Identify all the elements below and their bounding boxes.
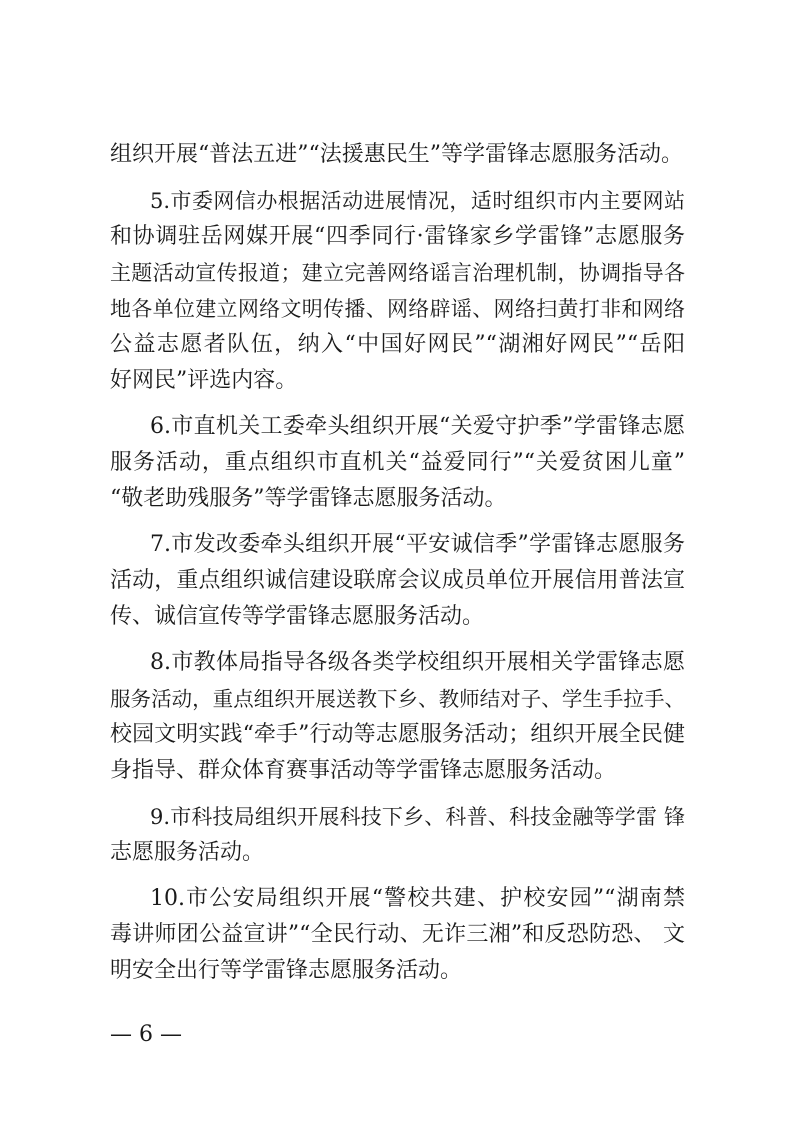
text-line: 7.市发改委牵头组织开展“平安诚信季”学雷锋志愿服务 (150, 532, 685, 557)
text-line: 活动，重点组织诚信建设联席会议成员单位开展信用普法宣 (110, 568, 685, 593)
text-line: “敬老助残服务”等学雷锋志愿服务活动。 (110, 486, 507, 511)
text-line: 组织开展“普法五进”“法援惠民生”等学雷锋志愿服务活动。 (110, 142, 683, 167)
text-line: 8.市教体局指导各级各类学校组织开展相关学雷锋志愿 (150, 650, 685, 675)
text-line: 5.市委网信办根据活动进展情况，适时组织市内主要网站 (150, 189, 685, 213)
text-line: 地各单位建立网络文明传播、网络辟谣、网络扫黄打非和网络 (110, 297, 685, 321)
text-line: 好网民”评选内容。 (110, 368, 298, 393)
text-line: 9.市科技局组织开展科技下乡、科普、科技金融等学雷 锋 (150, 805, 685, 829)
text-line: 服务活动，重点组织开展送教下乡、教师结对子、学生手拉手、 (110, 687, 685, 711)
text-line: 校园文明实践“牵手”行动等志愿服务活动；组织开展全民健 (110, 722, 685, 747)
text-line: 10.市公安局组织开展“警校共建、护校安园”“湖南禁 (150, 886, 685, 911)
text-line: 明安全出行等学雷锋志愿服务活动。 (110, 958, 463, 983)
page-number: — 6 — (110, 1022, 182, 1047)
text-line: 毒讲师团公益宣讲”“全民行动、无诈三湘”和反恐防恐、 文 (110, 922, 685, 947)
text-line: 6.市直机关工委牵头组织开展“关爱守护季”学雷锋志愿 (150, 414, 685, 439)
text-line: 公益志愿者队伍，纳入“中国好网民”“湖湘好网民”“岳阳 (110, 332, 685, 357)
text-line: 身指导、群众体育赛事活动等学雷锋志愿服务活动。 (110, 758, 617, 783)
text-line: 服务活动，重点组织市直机关“益爱同行”“关爱贫困儿童” (110, 450, 685, 475)
text-line: 和协调驻岳网媒开展“四季同行·雷锋家乡学雷锋”志愿服务 (110, 224, 685, 249)
text-line: 传、诚信宣传等学雷锋志愿服务活动。 (110, 604, 485, 629)
text-line: 志愿服务活动。 (110, 840, 265, 865)
text-line: 主题活动宣传报道；建立完善网络谣言治理机制，协调指导各 (110, 261, 685, 285)
